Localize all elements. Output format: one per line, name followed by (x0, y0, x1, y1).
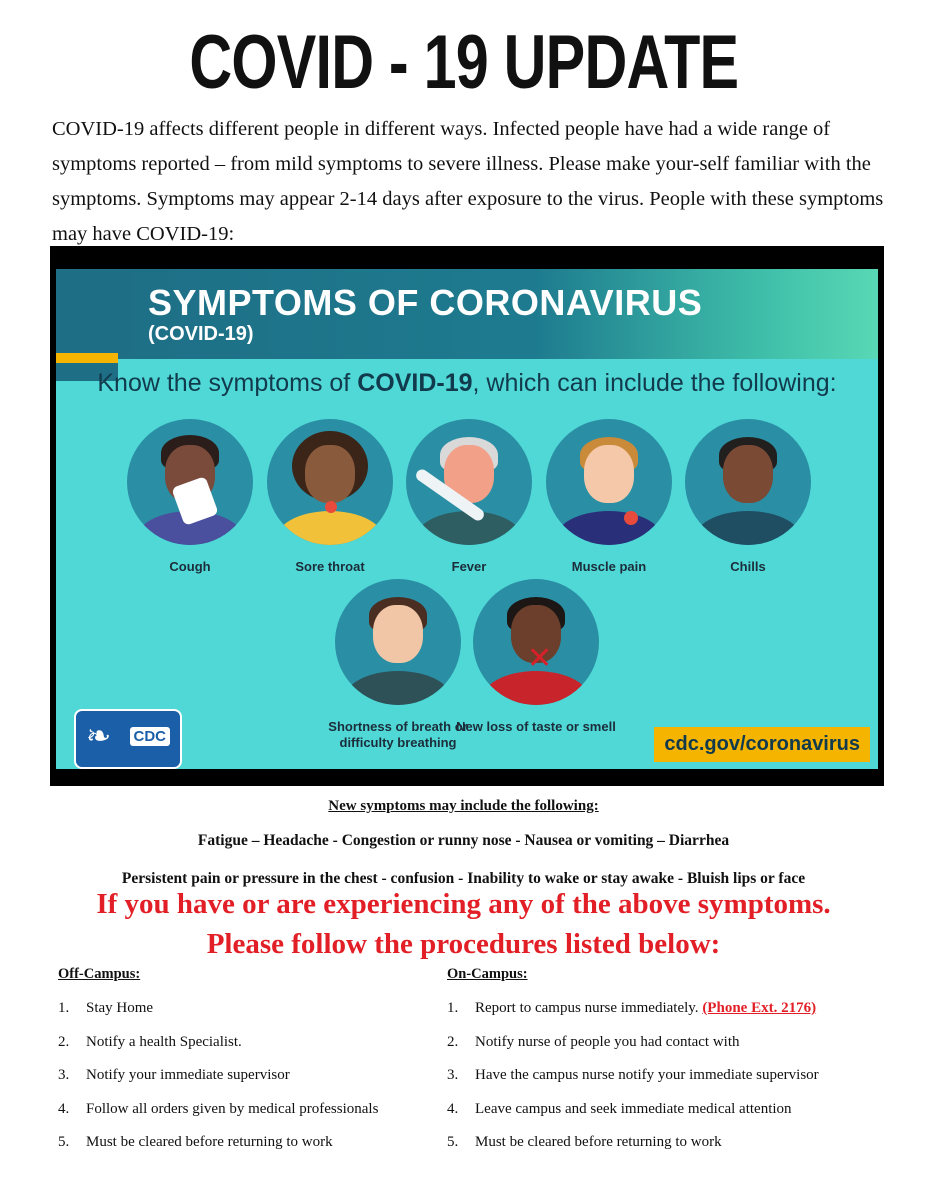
person-head (305, 445, 355, 503)
poster-ribbon (56, 269, 118, 381)
intro-paragraph: COVID-19 affects different people in different ways. Infected people have had a wide range of symptoms reported – from mild symptoms to severe illness. Please make your-self familiar with the symptoms. Symptoms may appear 2-14 days after exposure to the virus. People with these symptoms may have COVID-19: (52, 118, 884, 245)
off-campus-list (58, 1000, 438, 1168)
new-symptoms-line1: Fatigue – Headache - Congestion or runny nose - Nausea or vomiting – Diarrhea (197, 832, 730, 849)
item-text: Notify nurse of people you had contact with (475, 1033, 740, 1050)
list-item (447, 1034, 887, 1068)
item-text: Have the campus nurse notify your immediate supervisor (475, 1067, 819, 1083)
on-campus-heading: On-Campus: (447, 966, 528, 982)
shortness-of-breath-illustration (335, 579, 461, 705)
list-item (447, 1134, 887, 1168)
item-text: Must be cleared before returning to work (475, 1134, 722, 1150)
on-campus-section (447, 966, 887, 1168)
list-item (58, 1101, 438, 1135)
cdc-logo-text: CDC (130, 727, 171, 746)
list-item (58, 1000, 438, 1034)
poster-heading: SYMPTOMS OF CORONAVIRUS (148, 282, 703, 323)
person-body (554, 511, 664, 545)
symptom-label: Shortness of breath or difficulty breathing (328, 719, 468, 750)
item-text: Report to campus nurse immediately. (475, 1000, 703, 1016)
item-text: Notify your immediate supervisor (86, 1067, 290, 1083)
list-item (58, 1067, 438, 1101)
person-body (481, 671, 591, 705)
symptom-loss-of-taste (456, 579, 616, 735)
new-symptoms-title: New symptoms may include the following: (328, 798, 599, 814)
person-head (723, 445, 773, 503)
symptom-label: Fever (451, 559, 487, 574)
symptom-shortness-of-breath (318, 579, 478, 751)
person-head (584, 445, 634, 503)
item-text: Follow all orders given by medical professionals (86, 1100, 379, 1117)
item-number: 4. (58, 1100, 70, 1117)
off-campus-heading: Off-Campus: (58, 966, 141, 982)
symptom-sore-throat (250, 419, 410, 575)
poster-accent-stripe (56, 353, 118, 363)
page-title (0, 18, 927, 108)
item-number: 3. (447, 1067, 459, 1083)
on-campus-list (447, 1000, 887, 1168)
cdc-url: cdc.gov/coronavirus (654, 727, 870, 762)
item-number: 5. (447, 1134, 459, 1150)
item-number: 1. (58, 1000, 70, 1016)
item-number: 1. (447, 1000, 459, 1016)
item-number: 4. (447, 1100, 459, 1117)
phone-extension-link[interactable]: (Phone Ext. 2176) (702, 1000, 817, 1016)
alert-line1: If you have or are experiencing any of the above symptoms. (96, 888, 831, 920)
item-text: Leave campus and seek immediate medical attention (475, 1100, 792, 1117)
cross-mark-icon: ✕ (527, 641, 553, 676)
symptom-chills (668, 419, 828, 575)
poster-panel (56, 269, 878, 769)
cdc-logo (74, 709, 182, 769)
list-item (447, 1101, 887, 1135)
symptom-fever (389, 419, 549, 575)
list-item (447, 1000, 887, 1034)
poster-banner (118, 269, 878, 359)
item-text: Stay Home (86, 1000, 154, 1016)
item-text: Notify a health Specialist. (86, 1033, 242, 1050)
poster-subheading: (COVID-19) (148, 323, 254, 345)
fever-illustration (406, 419, 532, 545)
person-body (693, 511, 803, 545)
list-item (58, 1134, 438, 1168)
symptoms-poster (50, 246, 884, 786)
symptom-label: Muscle pain (571, 559, 647, 574)
new-symptoms-line2: Persistent pain or pressure in the chest - confusion - Inability to wake or stay awake - Bluish lips or face (121, 870, 806, 887)
know-bold: COVID-19 (357, 369, 473, 397)
chills-illustration (685, 419, 811, 545)
symptom-label: Chills (730, 559, 766, 574)
symptom-label: Sore throat (295, 559, 365, 574)
throat-pain-icon (325, 501, 337, 513)
sore-throat-illustration (267, 419, 393, 545)
item-number: 3. (58, 1067, 70, 1083)
list-item (58, 1034, 438, 1068)
hhs-eagle-icon: ❧ (86, 720, 112, 753)
list-item (447, 1067, 887, 1101)
off-campus-section (58, 966, 438, 1168)
item-number: 5. (58, 1134, 70, 1150)
symptom-label: New loss of taste or smell (456, 719, 616, 734)
title-text: COVID - 19 UPDATE (189, 20, 738, 105)
item-number: 2. (447, 1033, 459, 1050)
person-body (275, 511, 385, 545)
poster-know-line (56, 369, 878, 398)
cough-illustration (127, 419, 253, 545)
item-text: Must be cleared before returning to work (86, 1134, 333, 1150)
loss-of-taste-illustration (473, 579, 599, 705)
know-prefix: Know the symptoms of (97, 369, 358, 397)
item-number: 2. (58, 1033, 70, 1050)
person-head (373, 605, 423, 663)
symptom-muscle-pain (529, 419, 689, 575)
muscle-pain-icon (624, 511, 638, 525)
symptom-label: Cough (169, 559, 211, 574)
alert-line2: Please follow the procedures listed below: (206, 928, 721, 960)
person-body (343, 671, 453, 705)
know-suffix: , which can include the following: (472, 369, 837, 397)
muscle-pain-illustration (546, 419, 672, 545)
symptom-cough (110, 419, 270, 575)
